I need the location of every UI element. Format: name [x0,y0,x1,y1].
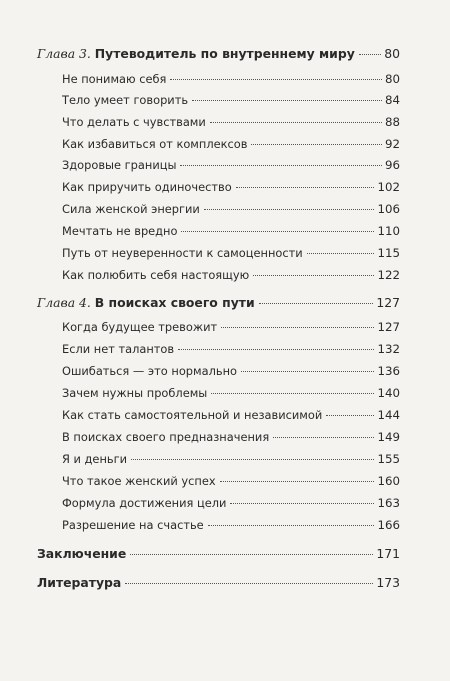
chapter-4-prefix: Глава 4. [37,295,91,310]
toc-entry-title: Мечтать не вредно [62,224,178,238]
toc-entry [62,429,400,445]
toc-entry [62,114,400,130]
toc-entry-title: Как приручить одиночество [62,180,232,194]
toc-entry [62,451,400,467]
chapter-3-page-number: 80 [384,46,400,61]
dot-leader [273,437,374,438]
toc-entry-page-number: 88 [384,115,400,129]
dot-leader [253,275,374,276]
toc-entry-title: Я и деньги [62,452,127,466]
toc-entry-page-number: 110 [377,224,400,238]
toc-entry-page-number: 144 [377,408,400,422]
toc-entry-title: Формула достижения цели [62,496,227,510]
literature-page-number: 173 [376,575,400,590]
dot-leader [211,393,374,394]
chapter-3-title: Путеводитель по внутреннему миру [94,46,355,61]
toc-entry [62,363,400,379]
toc-entry-title: Зачем нужны проблемы [62,386,208,400]
dot-leader [192,100,382,101]
dot-leader [307,253,375,254]
chapter-3-heading [37,46,400,62]
toc-entry [62,473,400,489]
toc-entry-page-number: 96 [384,158,400,172]
chapter-3-label [37,46,355,62]
toc-entry-page-number: 115 [377,246,400,260]
toc-entry [62,245,400,261]
toc-entry-title: Тело умеет говорить [62,93,189,107]
conclusion-page-number: 171 [376,546,400,561]
toc-entry-title: Как стать самостоятельной и независимой [62,408,323,422]
dot-leader [221,327,374,328]
chapter-4-title: В поисках своего пути [94,295,255,310]
toc-entry-title: Ошибаться — это нормально [62,364,237,378]
conclusion-entry [37,546,400,562]
chapter-4-label [37,295,255,311]
dot-leader [130,554,373,555]
dot-leader [359,54,381,55]
chapter-3-prefix: Глава 3. [37,46,91,61]
toc-entry-page-number: 102 [377,180,400,194]
toc-entry [62,407,400,423]
dot-leader [131,459,374,460]
literature-entry [37,575,400,591]
dot-leader [251,144,382,145]
toc-entry [62,341,400,357]
dot-leader [326,415,374,416]
toc-entry-title: Путь от неуверенности к самоценности [62,246,303,260]
toc-entry [62,517,400,533]
dot-leader [210,122,382,123]
toc-entry [62,71,400,87]
toc-entry-page-number: 140 [377,386,400,400]
dot-leader [208,525,375,526]
dot-leader [230,503,374,504]
toc-entry-page-number: 149 [377,430,400,444]
toc-entry-title: Не понимаю себя [62,72,167,86]
dot-leader [236,187,375,188]
toc-entry-page-number: 106 [377,202,400,216]
dot-leader [180,165,382,166]
toc-entry [62,179,400,195]
toc-entry-page-number: 163 [377,496,400,510]
toc-entry [62,157,400,173]
toc-entry-title: Здоровые границы [62,158,177,172]
conclusion-title: Заключение [37,546,127,561]
toc-entry-title: Если нет талантов [62,342,175,356]
toc-entry-page-number: 155 [377,452,400,466]
toc-entry-page-number: 136 [377,364,400,378]
toc-entry-page-number: 166 [377,518,400,532]
toc-entry [62,495,400,511]
dot-leader [259,303,374,304]
toc-entry [62,223,400,239]
toc-entry-title: Как избавиться от комплексов [62,137,248,151]
toc-entry-page-number: 122 [377,268,400,282]
toc-entry [62,267,400,283]
toc-entry-page-number: 160 [377,474,400,488]
toc-entry-title: Что делать с чувствами [62,115,206,129]
dot-leader [220,481,375,482]
toc-entry [62,201,400,217]
toc-entry [62,319,400,335]
dot-leader [170,79,382,80]
toc-entry-title: Что такое женский успех [62,474,216,488]
toc-entry-title: Как полюбить себя настоящую [62,268,250,282]
dot-leader [125,583,373,584]
toc-entry-title: В поисках своего предназначения [62,430,270,444]
dot-leader [204,209,375,210]
toc-entry-title: Разрешение на счастье [62,518,204,532]
chapter-4-heading [37,295,400,311]
toc-entry-title: Когда будущее тревожит [62,320,218,334]
dot-leader [178,349,374,350]
toc-entry [62,92,400,108]
dot-leader [241,371,374,372]
toc-entry-page-number: 92 [384,137,400,151]
toc-entry-page-number: 132 [377,342,400,356]
toc-entry-page-number: 84 [384,93,400,107]
dot-leader [181,231,374,232]
toc-entry-page-number: 80 [384,72,400,86]
toc-entry-page-number: 127 [377,320,400,334]
literature-title: Литература [37,575,122,590]
toc-entry [62,385,400,401]
toc-entry-title: Сила женской энергии [62,202,200,216]
toc-entry [62,136,400,152]
chapter-4-page-number: 127 [376,295,400,310]
